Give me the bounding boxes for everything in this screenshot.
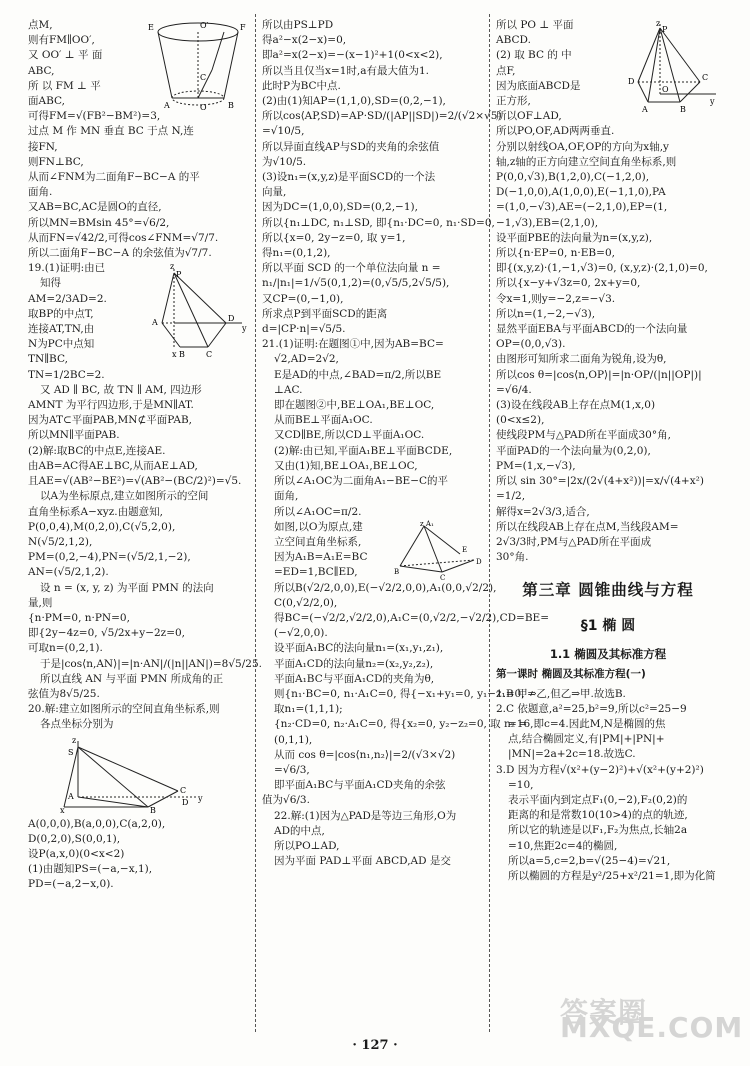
- text-line: (0,1,1),: [274, 733, 313, 746]
- text-line: PM=(1,x,−√3),: [496, 459, 576, 472]
- text-line: ⊥AC.: [274, 383, 303, 396]
- text-line: 所以∠A₁OC=π/2.: [274, 505, 362, 518]
- text-line: 又CP=(0,−1,0),: [262, 292, 344, 305]
- svg-text:O′: O′: [200, 21, 209, 30]
- svg-text:y: y: [242, 324, 247, 334]
- text-line: √2,AD=2√2,: [274, 353, 339, 366]
- text-line: P(0,0,√3),B(1,2,0),C(−1,2,0),: [496, 171, 650, 184]
- text-line: 连接AT,TN,由: [28, 323, 95, 336]
- text-line: =10,焦距2c=4的椭圆,: [508, 839, 618, 852]
- text-line: 知得: [40, 277, 61, 290]
- svg-text:C: C: [440, 573, 446, 582]
- text-line: 又AB=BC,AC是圆O的直径,: [28, 201, 162, 214]
- text-line: 所 以 FM ⊥ 平: [28, 79, 101, 92]
- text-line: |MN|=2a+2c=18.故选C.: [508, 748, 636, 761]
- text-line: PD=(−a,2−x,0).: [28, 878, 114, 891]
- text-line: 所以椭圆的方程是y²/25+x²/21=1,即为化简: [508, 869, 716, 882]
- text-line: 从而 cos θ=|cos⟨n₁,n₂⟩|=2/(√3×√2): [274, 748, 456, 761]
- text-line: 所以a=5,c=2,b=√(25−4)=√21,: [508, 854, 671, 867]
- svg-text:y: y: [710, 97, 715, 106]
- svg-text:E: E: [148, 23, 154, 32]
- text-line: 即{2y−4z=0, √5/2x+y−2z=0,: [28, 627, 186, 640]
- text-line: 即a²=x(2−x)=−(x−1)²+1(0<x<2),: [262, 49, 443, 62]
- text-line: d=|CP·n|=√5/5.: [262, 323, 346, 336]
- svg-text:x: x: [60, 805, 65, 815]
- text-line: A(0,0,0),B(a,0,0),C(a,2,0),: [28, 817, 166, 830]
- text-line: 可取n=(0,2,1).: [28, 642, 103, 655]
- text-line: 3.D 因为方程√(x²+(y−2)²)+√(x²+(y+2)²): [496, 763, 704, 776]
- text-line: 19.(1)证明:由已: [28, 262, 106, 275]
- text-line: 过点 M 作 MN 垂直 BC 于点 N,连: [28, 125, 194, 138]
- text-line: 则{n₁·BC=0, n₁·A₁C=0, 得{−x₁+y₁=0, y₁−z₁=0,: [274, 687, 525, 700]
- text-line: 如图,以O为原点,建: [274, 520, 363, 533]
- text-line: 立空间直角坐标系,: [274, 535, 362, 548]
- text-line: 所以直线 AN 与平面 PMN 所成角的正: [40, 672, 224, 685]
- text-line: ABC,: [28, 64, 55, 77]
- svg-text:D: D: [182, 797, 189, 807]
- text-line: 21.(1)证明:在题图①中,因为AB=BC=: [262, 338, 444, 351]
- text-line: 正方形,: [496, 95, 531, 108]
- text-line: PM=(0,2,−4),PN=(√5/2,1,−2),: [28, 551, 191, 564]
- subsection-title: 1.1 椭圆及其标准方程: [549, 647, 667, 662]
- solution-text-col1: [28, 18, 262, 893]
- text-line: 则有FM∥OO′,: [28, 34, 95, 47]
- text-line: 即{(x,y,z)·(1,−1,√3)=0, (x,y,z)·(2,1,0)=0,: [496, 262, 708, 275]
- text-line: (2) 取 BC 的 中: [496, 49, 572, 62]
- text-line: 量,则: [28, 596, 53, 609]
- text-line: 所以cos θ=|cos⟨n,OP⟩|=|n·OP/(|n||OP|)|: [496, 368, 702, 381]
- text-line: 取n₁=(1,1,1);: [274, 703, 343, 716]
- text-line: 面角.: [28, 186, 53, 199]
- text-line: 距离的和是常数10(10>4)的点的轨迹,: [508, 809, 688, 822]
- svg-text:B: B: [680, 105, 686, 114]
- text-line: ABCD.: [496, 34, 531, 47]
- text-line: 设P(a,x,0)(0<x<2): [28, 847, 125, 860]
- svg-text:B: B: [394, 567, 400, 576]
- text-line: −1,√3),EB=(2,1,0),: [496, 216, 599, 229]
- text-line: 2.C 依题意,a²=25,b²=9,所以c²=25−9: [496, 702, 687, 715]
- text-line: 所以当且仅当x=1时,a有最大值为1.: [262, 64, 430, 77]
- text-line: 点F,: [496, 64, 516, 77]
- svg-text:F: F: [240, 23, 246, 32]
- svg-text:E: E: [462, 545, 468, 554]
- text-line: 所以OF⊥AD,: [496, 110, 562, 123]
- column-divider-left: [255, 14, 256, 1032]
- text-line: 所以n=(1,−2,−√3),: [496, 307, 596, 320]
- text-line: {n₂·CD=0, n₂·A₁C=0, 得{x₂=0, y₂−z₂=0, 取 n₂ =: [274, 718, 528, 731]
- text-line: 20.解:建立如图所示的空间直角坐标系,则: [28, 703, 220, 716]
- svg-text:y: y: [198, 793, 203, 803]
- text-line: 所以它的轨迹是以F₁,F₂为焦点,长轴2a: [508, 824, 688, 837]
- svg-text:C: C: [180, 785, 187, 795]
- text-line: 所以{x=0, 2y−z=0, 取 y=1,: [262, 231, 406, 244]
- text-line: 22.解:(1)因为△PAD是等边三角形,O为: [274, 809, 457, 822]
- chapter-title: 第三章 圆锥曲线与方程: [522, 581, 694, 600]
- svg-text:A: A: [164, 101, 170, 110]
- text-line: {n·PM=0, n·PN=0,: [28, 611, 130, 624]
- text-line: N为PC中点知: [28, 338, 95, 351]
- text-line: 所以B(√2/2,0,0),E(−√2/2,0,0),A₁(0,0,√2/2),: [274, 581, 497, 594]
- pyramid-figure-20: [58, 735, 208, 815]
- text-line: (3)设在线段AB上存在点M(1,x,0): [496, 399, 656, 412]
- text-line: 此时P为BC中点.: [262, 79, 341, 92]
- text-line: AMNT 为平行四边形,于是MN∥AT.: [28, 399, 194, 412]
- text-line: AD的中点,: [274, 824, 325, 837]
- text-line: 又 OO′ ⊥ 平 面: [28, 49, 103, 62]
- text-line: AN=(√5/2,1,2).: [28, 566, 109, 579]
- text-line: 令x=1,则y=−2,z=−√3.: [496, 292, 616, 305]
- text-line: =√10/5,: [262, 125, 305, 138]
- column-left: [28, 18, 262, 893]
- text-line: 表示平面内到定点F₁(0,−2),F₂(0,2)的: [508, 793, 688, 806]
- text-line: (2)解:取BC的中点E,连接AE.: [28, 444, 166, 457]
- text-line: 所以{n₁⊥DC, n₁⊥SD, 即{n₁·DC=0, n₁·SD=0,: [262, 216, 495, 229]
- text-line: 设平面A₁BC的法向量n₁=(x₁,y₁,z₁),: [274, 642, 444, 655]
- svg-text:P: P: [662, 25, 668, 34]
- text-line: (2)由(1)知AP=(1,1,0),SD=(0,2,−1),: [262, 95, 446, 108]
- text-line: 因为A₁B=A₁E=BC: [274, 551, 368, 564]
- text-line: (1)由题知PS=(−a,−x,1),: [28, 863, 153, 876]
- watermark-logo: 答案圈 MXQE.COM: [560, 996, 744, 1045]
- text-line: 使线段PM与△PAD所在平面成30°角,: [496, 429, 671, 442]
- text-line: 分别以射线OA,OF,OP的方向为x轴,y: [496, 140, 669, 153]
- text-line: 即平面A₁BC与平面A₁CD夹角的余弦: [274, 779, 446, 792]
- text-line: 以A为坐标原点,建立如图所示的空间: [40, 490, 209, 503]
- text-line: N(√5/2,1,2),: [28, 535, 93, 548]
- text-line: OP=(0,0,√3).: [496, 338, 566, 351]
- svg-text:B: B: [150, 805, 156, 815]
- text-line: 由AB=AC得AE⊥BC,从而AE⊥AD,: [28, 459, 198, 472]
- text-line: 所以在线段AB上存在点M,当线段AM=: [496, 520, 679, 533]
- text-line: AM=2/3AD=2.: [28, 292, 107, 305]
- text-line: =(1,0,−√3),AE=(−2,1,0),EP=(1,: [496, 201, 668, 214]
- svg-text:O: O: [200, 103, 207, 112]
- text-line: D(0,2,0),S(0,0,1),: [28, 832, 121, 845]
- folded-figure-21: [394, 520, 484, 580]
- text-line: (−√2,0,0).: [274, 627, 328, 640]
- text-line: 所以PO⊥AD,: [274, 839, 340, 852]
- text-line: 所以{n·EP=0, n·EB=0,: [496, 247, 615, 260]
- text-line: 所以 sin 30°=|2x/(2√(4+x²))|=x/√(4+x²): [496, 475, 704, 488]
- text-line: 所以MN∥平面PAB.: [28, 429, 120, 442]
- lesson-title: 第一课时 椭圆及其标准方程(一): [496, 668, 646, 681]
- text-line: 所以 PO ⊥ 平面: [496, 19, 574, 31]
- text-line: C(0,√2/2,0),: [274, 596, 338, 609]
- text-line: 因为平面 PAD⊥平面 ABCD,AD 是交: [274, 855, 451, 868]
- text-line: 因为底面ABCD是: [496, 79, 581, 92]
- text-line: 可得FM=√(FB²−BM²)=3,: [28, 110, 161, 123]
- section-title: §1 椭 圆: [580, 618, 636, 635]
- frustum-figure: [142, 18, 250, 114]
- svg-text:C: C: [702, 73, 709, 82]
- text-line: 因为DC=(1,0,0),SD=(0,2,−1),: [262, 201, 418, 214]
- svg-text:D: D: [476, 557, 482, 566]
- text-line: 为√10/5.: [262, 155, 307, 168]
- text-line: 点M,: [28, 19, 53, 31]
- text-line: 面角,: [274, 490, 299, 503]
- text-line: 所以异面直线AP与SD的夹角的余弦值: [262, 140, 440, 153]
- text-line: 值为√6/3.: [262, 794, 310, 807]
- text-line: 显然平面EBA与平面ABCD的一个法向量: [496, 323, 688, 336]
- text-line: (3)设n₁=(x,y,z)是平面SCD的一个法: [262, 171, 436, 184]
- text-line: 向量,: [262, 186, 287, 199]
- text-line: 得a²−x(2−x)=0,: [262, 34, 347, 47]
- text-line: 所以平面 SCD 的一个单位法向量 n =: [262, 262, 441, 275]
- text-line: =10,: [508, 778, 534, 791]
- svg-text:z: z: [656, 19, 661, 28]
- text-line: 轴,z轴的正方向建立空间直角坐标系,则: [496, 155, 677, 168]
- svg-text:S: S: [68, 747, 74, 757]
- text-line: 设平面PBE的法向量为n=(x,y,z),: [496, 231, 653, 244]
- text-line: 又CD∥BE,所以CD⊥平面A₁OC.: [274, 429, 425, 442]
- svg-text:A: A: [642, 105, 648, 114]
- text-line: 平面A₁BC与平面A₁CD的夹角为θ,: [274, 672, 435, 685]
- text-line: 所以∠A₁OC为二面角A₁−BE−C的平: [274, 475, 449, 488]
- text-line: 1.B 甲⇏乙,但乙⇒甲.故选B.: [496, 687, 626, 700]
- text-line: 得n₁=(0,1,2),: [262, 247, 331, 260]
- text-line: 解得x=2√3/3,适合,: [496, 505, 590, 518]
- column-right: [496, 18, 720, 884]
- svg-text:z A₁: z A₁: [420, 519, 434, 528]
- text-line: 从而∠FNM为二面角F−BC−A 的平: [28, 171, 200, 184]
- text-line: 面ABC,: [28, 95, 65, 108]
- text-line: 弦值为8√5/25.: [28, 687, 100, 700]
- text-line: =ED=1,BC∥ED,: [274, 566, 358, 579]
- text-line: n₁/|n₁|=1/√5(0,1,2)=(0,√5/5,2√5/5),: [262, 277, 450, 290]
- text-line: 所以{x−y+√3z=0, 2x+y=0,: [496, 277, 641, 290]
- svg-text:z: z: [170, 262, 175, 272]
- pyramid-figure-19: [146, 261, 250, 365]
- text-line: 所以二面角F−BC−A 的余弦值为√7/7.: [28, 247, 212, 260]
- text-line: 取BP的中点T,: [28, 307, 94, 320]
- text-line: 又由(1)知,BE⊥OA₁,BE⊥OC,: [274, 459, 418, 472]
- text-line: 设 n = (x, y, z) 为平面 PMN 的法向: [40, 581, 214, 594]
- text-line: 因为AT⊂平面PAB,MN⊄平面PAB,: [28, 414, 193, 427]
- text-line: TN=1/2BC=2.: [28, 368, 105, 381]
- text-line: 从而FN=√42/2,可得cos∠FNM=√7/7.: [28, 231, 219, 244]
- text-line: 所求点P到平面SCD的距离: [262, 307, 388, 320]
- text-line: 接FN,: [28, 140, 58, 153]
- text-line: (0<x≤2),: [496, 414, 545, 427]
- page-number: · 127 ·: [352, 1038, 398, 1053]
- text-line: 于是|cos⟨n,AN⟩|=|n·AN|/(|n||AN|)=8√5/25.: [40, 657, 262, 670]
- svg-text:x B: x B: [172, 350, 185, 360]
- text-line: =1/2,: [496, 490, 526, 503]
- column-divider-right: [489, 14, 490, 1032]
- text-line: =√6/4.: [496, 383, 532, 396]
- text-line: 所以PO,OF,AD两两垂直.: [496, 125, 615, 138]
- text-line: 所以由PS⊥PD: [262, 19, 334, 31]
- text-line: 由图形可知所求二面角为锐角,设为θ,: [496, 353, 667, 366]
- text-line: 且AE=√(AB²−BE²)=√(AB²−(BC/2)²)=√5.: [28, 475, 242, 488]
- svg-text:C: C: [206, 350, 213, 360]
- svg-text:B: B: [228, 101, 234, 110]
- text-line: 从而BE⊥平面A₁OC.: [274, 414, 373, 427]
- svg-text:O: O: [662, 85, 669, 94]
- text-line: 平面PAD的一个法向量为(0,2,0),: [496, 444, 651, 457]
- text-line: =16,即c=4.因此M,N是椭圆的焦: [508, 717, 666, 730]
- pyramid-figure-22: [624, 18, 720, 114]
- svg-text:D: D: [628, 77, 635, 86]
- text-line: 直角坐标系A−xyz.由题意知,: [28, 505, 163, 518]
- svg-text:A: A: [152, 318, 158, 328]
- text-line: E是AD的中点,∠BAD=π/2,所以BE: [274, 368, 442, 381]
- text-line: 点,结合椭圆定义,有|PM|+|PN|+: [508, 733, 665, 746]
- text-line: 得BC=(−√2/2,√2/2,0),A₁C=(0,√2/2,−√2/2),CD=BE=: [274, 611, 550, 624]
- text-line: 则FN⊥BC,: [28, 155, 84, 168]
- text-line: D(−1,0,0),A(1,0,0),E(−1,1,0),PA: [496, 186, 666, 199]
- svg-text:D: D: [228, 314, 235, 324]
- text-line: 所以MN=BMsin 45°=√6/2,: [28, 216, 170, 229]
- text-line: =√6/3,: [274, 763, 310, 776]
- text-line: P(0,0,4),M(0,2,0),C(√5,2,0),: [28, 520, 176, 533]
- text-line: 30°角.: [496, 551, 529, 564]
- text-line: 各点坐标分别为: [40, 718, 114, 731]
- text-line: 平面A₁CD的法向量n₂=(x₂,y₂,z₂),: [274, 657, 434, 670]
- svg-text:A: A: [68, 791, 74, 801]
- svg-text:P: P: [176, 270, 182, 280]
- text-line: (2)解:由已知,平面A₁BE⊥平面BCDE,: [274, 444, 453, 457]
- text-line: 2√3/3时,PM与△PAD所在平面成: [496, 535, 652, 548]
- text-line: 又 AD ∥ BC, 故 TN ∥ AM, 四边形: [40, 383, 202, 396]
- svg-text:z: z: [72, 735, 77, 745]
- text-line: 即在题图②中,BE⊥OA₁,BE⊥OC,: [274, 399, 435, 412]
- text-line: 所以cos⟨AP,SD⟩=AP·SD/(|AP||SD|)=2/(√2×√5): [262, 110, 502, 123]
- text-line: TN∥BC,: [28, 353, 68, 366]
- svg-text:C: C: [200, 73, 207, 82]
